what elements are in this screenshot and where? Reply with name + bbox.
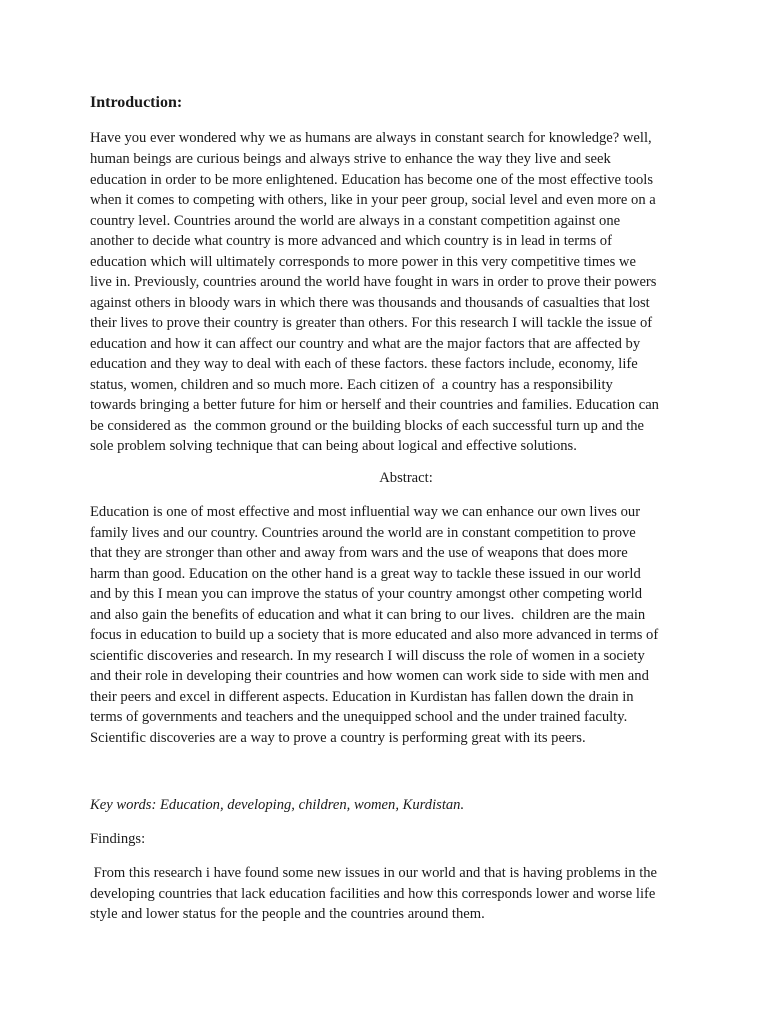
abstract-line: and their role in developing their countries and how women can work side to side with men and (90, 668, 649, 684)
introduction-line: education and they way to deal with each of these factors. these factors include, economy, life (90, 356, 638, 372)
abstract-line: and also gain the benefits of education and what it can bring to our lives. children are the main (90, 607, 646, 623)
introduction-line: live in. Previously, countries around the world have fought in wars in order to prove their powers (90, 274, 657, 290)
abstract-line: family lives and our country. Countries around the world are in constant competition to prove (90, 525, 636, 541)
introduction-line: against others in bloody wars in which there was thousands and thousands of casualties that lost (90, 295, 650, 311)
abstract-line: and by this I mean you can improve the status of your country amongst other competing world (90, 586, 643, 602)
abstract-heading: Abstract: (379, 470, 433, 486)
abstract-line: Education is one of most effective and most influential way we can enhance our own lives our (90, 504, 641, 520)
introduction-heading: Introduction: (90, 94, 183, 111)
abstract-line: their peers and excel in different aspects. Education in Kurdistan has fallen down the drain in (90, 689, 634, 705)
abstract-line: scientific discoveries and research. In my research I will discuss the role of women in a society (90, 648, 645, 664)
introduction-line: education in order to be more enlightened. Education has become one of the most effective tools (90, 172, 654, 188)
keywords-line: Key words: Education, developing, children, women, Kurdistan. (90, 797, 465, 813)
introduction-line: education which will ultimately corresponds to more power in this very competitive times we (90, 254, 636, 270)
abstract-line: focus in education to build up a society that is more educated and also more advanced in terms of (90, 627, 659, 643)
introduction-line: towards bringing a better future for him or herself and their countries and families. Education can (90, 397, 659, 413)
introduction-line: when it comes to competing with others, like in your peer group, social level and even more on a (90, 192, 656, 208)
findings-heading: Findings: (90, 831, 146, 847)
findings-line: style and lower status for the people and the countries around them. (90, 906, 485, 922)
abstract-line: harm than good. Education on the other hand is a great way to tackle these issued in our world (90, 566, 641, 582)
introduction-line: status, women, children and so much more. Each citizen of a country has a responsibility (90, 377, 613, 393)
introduction-line: education and how it can affect our country and what are the major factors that are affected by (90, 336, 641, 352)
findings-line: From this research i have found some new issues in our world and that is having problems in the (90, 865, 658, 881)
introduction-line: their lives to prove their country is greater than others. For this research I will tackle the issue of (90, 315, 653, 331)
introduction-line: another to decide what country is more advanced and which country is in lead in terms of (90, 233, 612, 249)
introduction-line: country level. Countries around the world are always in a constant competition against one (90, 213, 621, 229)
abstract-line: that they are stronger than other and away from wars and the use of weapons that does more (90, 545, 628, 561)
introduction-line: be considered as the common ground or the building blocks of each successful turn up and the (90, 418, 645, 434)
introduction-line: Have you ever wondered why we as humans are always in constant search for knowledge? well, (90, 130, 652, 146)
abstract-line: Scientific discoveries are a way to prove a country is performing great with its peers. (90, 730, 586, 746)
introduction-line: sole problem solving technique that can being about logical and effective solutions. (90, 438, 577, 454)
abstract-line: terms of governments and teachers and the unequipped school and the under trained faculty. (90, 709, 628, 725)
introduction-line: human beings are curious beings and always strive to enhance the way they live and seek (90, 151, 611, 167)
findings-line: developing countries that lack education facilities and how this corresponds lower and worse life (90, 886, 656, 902)
